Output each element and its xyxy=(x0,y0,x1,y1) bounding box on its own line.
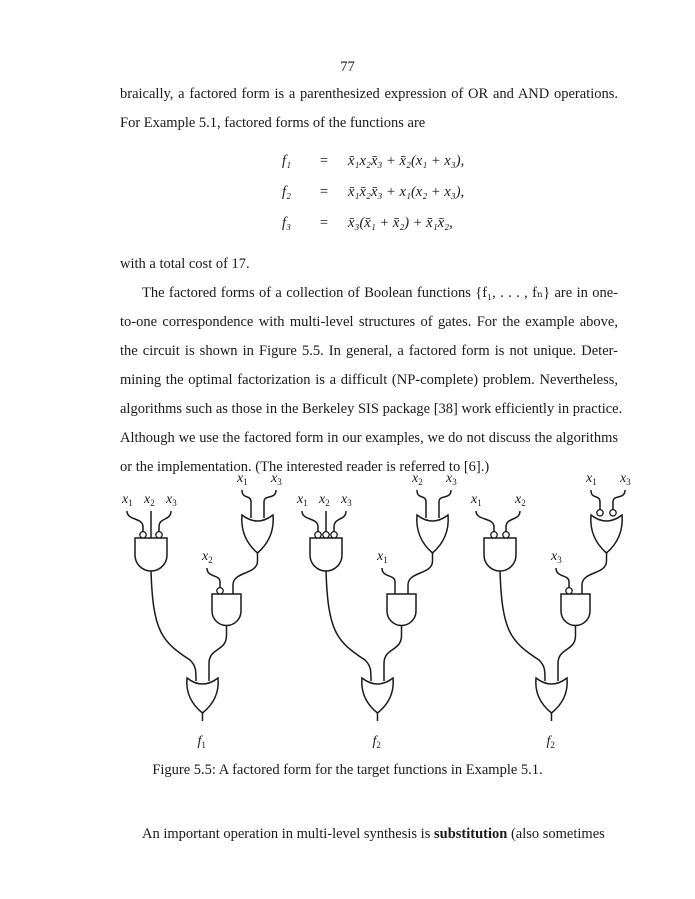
inversion-bubble xyxy=(331,532,337,538)
variable-label: $x_1$ xyxy=(586,471,597,487)
variable-label: $x_3$ xyxy=(166,492,177,508)
circuit-3 xyxy=(470,471,631,750)
wire xyxy=(439,490,451,518)
paragraph-line: with a total cost of 17. xyxy=(120,256,250,272)
and-gate xyxy=(310,538,342,571)
paragraph-line: mining the optimal factorization is a difficult (NP-complete) problem. Nevertheless, xyxy=(120,372,618,388)
wire xyxy=(233,553,258,594)
variable-label: $x_1$ xyxy=(471,492,482,508)
variable-label: $x_1$ xyxy=(237,471,248,487)
circuit-1 xyxy=(121,471,282,750)
inversion-bubble xyxy=(597,510,603,516)
and-gate xyxy=(561,594,590,626)
wire xyxy=(556,568,569,588)
wire xyxy=(613,490,625,510)
wire xyxy=(506,511,520,532)
variable-label: $x_2$ xyxy=(202,549,213,565)
paragraph-line: The factored forms of a collection of Boolean functions {f₁, . . . , fₙ} are in one- xyxy=(142,285,618,301)
wire xyxy=(159,511,171,532)
variable-label: $x_3$ xyxy=(341,492,352,508)
circuit-2 xyxy=(296,471,457,750)
and-gate xyxy=(484,538,516,571)
equation-rhs: x̄₃(x̄₁ + x̄₂) + x̄₁x̄₂, xyxy=(348,215,453,231)
paragraph-line: the circuit is shown in Figure 5.5. In general, a factored form is not unique. Deter- xyxy=(120,343,618,359)
wire xyxy=(207,568,220,588)
equation-lhs: f₂ xyxy=(282,184,292,200)
wire xyxy=(408,553,433,594)
variable-label: $f_2$ xyxy=(372,734,381,750)
inversion-bubble xyxy=(156,532,162,538)
circuit-figure xyxy=(0,460,695,760)
paragraph-line xyxy=(142,825,618,843)
figure-caption: Figure 5.5: A factored form for the target functions in Example 5.1. xyxy=(152,762,543,778)
text-run: An important operation in multi-level synthesis is xyxy=(142,826,434,842)
equation-lhs: f₁ xyxy=(282,153,292,169)
variable-label: $f_2$ xyxy=(546,734,555,750)
paragraph-line: For Example 5.1, factored forms of the functions are xyxy=(120,115,426,131)
inversion-bubble xyxy=(491,532,497,538)
variable-label: $x_3$ xyxy=(446,471,457,487)
equals-sign: = xyxy=(319,215,329,231)
or-gate xyxy=(242,515,273,553)
variable-label: $x_3$ xyxy=(271,471,282,487)
and-gate xyxy=(135,538,167,571)
or-gate xyxy=(536,678,567,713)
paragraph-line: to-one correspondence with multi-level structures of gates. For the example above, xyxy=(120,314,618,330)
wire xyxy=(326,571,371,681)
inversion-bubble xyxy=(323,532,329,538)
inversion-bubble xyxy=(315,532,321,538)
wire xyxy=(476,511,494,532)
equals-sign: = xyxy=(319,153,329,169)
variable-label: $x_1$ xyxy=(122,492,133,508)
and-gate xyxy=(387,594,416,626)
inversion-bubble xyxy=(503,532,509,538)
or-gate xyxy=(362,678,393,713)
equals-sign: = xyxy=(319,184,329,200)
variable-label: $x_1$ xyxy=(377,549,388,565)
or-gate xyxy=(591,515,622,553)
equation-rhs: x̄₁x̄₂x̄₃ + x₁(x₂ + x₃), xyxy=(348,184,465,200)
inversion-bubble xyxy=(140,532,146,538)
wire xyxy=(384,626,402,682)
wire xyxy=(302,511,318,532)
paragraph-line: Although we use the factored form in our examples, we do not discuss the algorithms xyxy=(120,430,618,446)
variable-label: $x_2$ xyxy=(515,492,526,508)
wire xyxy=(417,490,426,518)
or-gate xyxy=(417,515,448,553)
text-run: (also sometimes xyxy=(507,826,605,842)
wire xyxy=(127,511,143,532)
paragraph-line: algorithms such as those in the Berkeley SIS package [38] work efficiently in practice. xyxy=(120,401,623,417)
or-gate xyxy=(187,678,218,713)
inversion-bubble xyxy=(610,510,616,516)
wire xyxy=(242,490,251,518)
wire xyxy=(334,511,346,532)
wire xyxy=(591,490,600,510)
variable-label: $x_3$ xyxy=(551,549,562,565)
bold-term: substitution xyxy=(433,826,508,842)
wire xyxy=(582,553,607,594)
variable-label: $x_2$ xyxy=(144,492,155,508)
variable-label: $x_2$ xyxy=(319,492,330,508)
equation-lhs: f₃ xyxy=(282,215,292,231)
equation-rhs: x̄₁x₂x̄₃ + x̄₂(x₁ + x₃), xyxy=(348,153,465,169)
page-number: 77 xyxy=(340,59,355,75)
variable-label: $x_3$ xyxy=(620,471,631,487)
wire xyxy=(558,626,576,682)
inversion-bubble xyxy=(217,588,223,594)
paragraph-line: braically, a factored form is a parenthesized expression of OR and AND operations. xyxy=(120,86,618,102)
variable-label: $f_1$ xyxy=(197,734,206,750)
and-gate xyxy=(212,594,241,626)
wire xyxy=(500,571,545,681)
variable-label: $x_1$ xyxy=(297,492,308,508)
variable-label: $x_2$ xyxy=(412,471,423,487)
wire xyxy=(151,571,196,681)
paragraph-line: or the implementation. (The interested reader is referred to [6].) xyxy=(120,459,490,475)
wire xyxy=(382,568,395,594)
wire xyxy=(264,490,276,518)
inversion-bubble xyxy=(566,588,572,594)
wire xyxy=(209,626,227,682)
